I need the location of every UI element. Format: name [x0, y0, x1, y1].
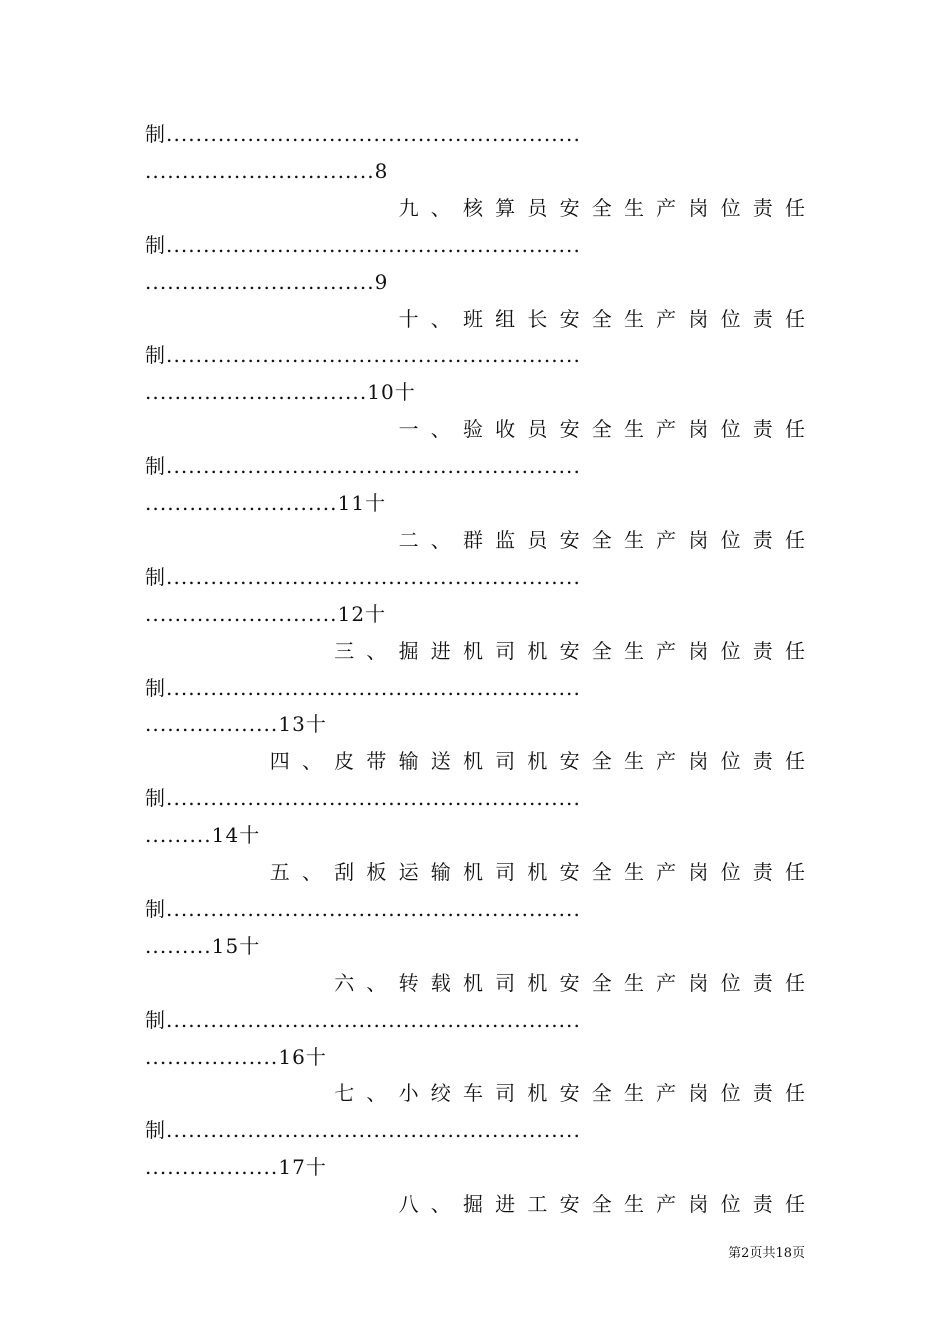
toc-leader-line: 制........................................................ — [145, 564, 581, 589]
toc-leader-page-number: ...............................8 — [145, 158, 389, 183]
toc-leader-line: 制........................................................ — [145, 896, 581, 921]
toc-entry-title — [145, 1081, 818, 1106]
toc-entry-title — [145, 860, 818, 884]
page-number-footer: 第2页共18页 — [728, 1246, 805, 1261]
toc-entry-title-text: 十、班组长安全生产岗位责任 — [398, 306, 818, 331]
toc-leader-line: 制........................................................ — [145, 1007, 581, 1032]
toc-leader-page-number: ..............................10十 — [145, 380, 416, 405]
toc-entry-title — [145, 195, 818, 220]
toc-leader-page-number: ..................13十 — [145, 712, 327, 737]
toc-leader-line: 制........................................................ — [145, 122, 581, 146]
toc-entry-title-text: 一、验收员安全生产岗位责任 — [398, 417, 818, 442]
toc-leader-page-number: ..................17十 — [145, 1155, 327, 1180]
toc-entry-title-text: 二、群监员安全生产岗位责任 — [398, 527, 818, 552]
toc-leader-line: 制........................................................ — [145, 232, 581, 257]
toc-entry-title — [145, 306, 818, 331]
toc-entry-title — [145, 417, 818, 442]
toc-leader-page-number: ..................16十 — [145, 1044, 327, 1069]
toc-entry-title-text: 五、刮板运输机司机安全生产岗位责任 — [269, 860, 818, 884]
toc-entry-title-text: 九、核算员安全生产岗位责任 — [398, 195, 818, 220]
toc-entry-title — [145, 1192, 818, 1217]
toc-leader-line: 制........................................................ — [145, 675, 581, 700]
toc-leader-line: 制........................................................ — [145, 343, 581, 368]
toc-leader-page-number: ...............................9 — [145, 269, 389, 294]
toc-entry-title — [145, 970, 818, 995]
toc-entry-title-text: 四、皮带输送机司机安全生产岗位责任 — [269, 749, 818, 774]
toc-leader-page-number: .........14十 — [145, 823, 261, 848]
toc-leader-page-number: ..........................12十 — [145, 601, 387, 626]
toc-leader-line: 制........................................................ — [145, 1118, 581, 1143]
toc-entry-title-text: 三、掘进机司机安全生产岗位责任 — [334, 638, 818, 663]
toc-entry-title — [145, 638, 818, 663]
toc-leader-page-number: .........15十 — [145, 933, 261, 958]
toc-entry-title-text: 七、小绞车司机安全生产岗位责任 — [334, 1081, 818, 1106]
toc-entry-title — [145, 527, 818, 552]
toc-entry-title — [145, 749, 818, 774]
toc-entry-title-text: 六、转载机司机安全生产岗位责任 — [334, 970, 818, 995]
toc-leader-page-number: ..........................11十 — [145, 491, 387, 515]
toc-leader-line: 制........................................................ — [145, 454, 581, 479]
toc-entry-title-text: 八、掘进工安全生产岗位责任 — [398, 1192, 818, 1217]
toc-leader-line: 制........................................................ — [145, 786, 581, 811]
